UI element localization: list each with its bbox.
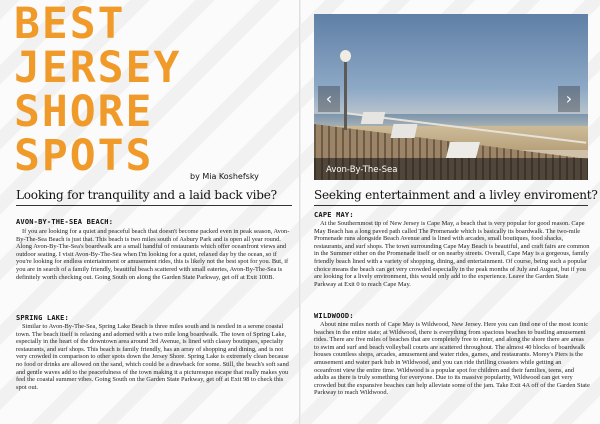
section-heading-spring-lake: SPRING LAKE: <box>16 314 69 322</box>
photo-bench <box>361 112 386 124</box>
section-heading-cape-may: CAPE MAY: <box>314 211 354 219</box>
photo-lamp-post <box>344 60 347 130</box>
chevron-right-icon[interactable]: › <box>558 86 580 112</box>
section-heading-wildwood: WILDWOOD: <box>314 312 354 320</box>
title-line-1: BEST <box>14 0 126 49</box>
section-body-avon: If you are looking for a quiet and peaceful beach that doesn't become packed even in peak season, Avon-By-The-Sea Beach is just that. This beach is two miles south of Asbury Park and is open all year round. Along Avon-By-The-Sea's boardwalk are a small handful of restaurants which offer oceanfront views and outdoor seating. I visit Avon-By-The-Sea when I'm looking for a quiet, relaxed day by the ocean, so if you're looking for endless entertainment or amusement rides, this is likely not the best spot for you. But, if you are in search of a family friendly, beautiful beach scattered with small eateries, Avon-By-The-Sea is definitely worth checking out. Going South on along the Garden State Parkway, get off at Exit 100B. <box>16 228 290 281</box>
section-body-cape-may: At the Southernmost tip of New Jersey is Cape May, a beach that is very popular for good reason. Cape May Beach has a long paved path called The Promenade which is basically its boardwalk. The two-mile Promenade runs alongside Beach Avenue and is lined with arcades, small boutiques, food shacks, restaurants, and surf shops. The town surrounding Cape May Beach is beautiful, and craft fairs are common in the Summer either on the Promenade itself or on nearby streets. Overall, Cape May is a gorgeous, family friendly beach lined with a variety of shopping, dining, and entertainment. Of course, being such a popular choice means the beach can get very crowded especially in the peak months of July and August, but if you are looking for a lively environment, this would only add to the experience. Leave the Garden State Parkway at Exit 0 to reach Cape May. <box>314 220 590 288</box>
title-line-2: JERSEY <box>14 43 182 93</box>
title-line-3: SHORE <box>14 87 154 137</box>
article-title <box>14 0 304 181</box>
photo-lamp-globe <box>340 50 351 62</box>
photo-slideshow[interactable] <box>314 14 588 180</box>
chevron-left-icon[interactable]: ‹ <box>318 86 340 112</box>
photo-bench <box>391 124 418 138</box>
right-deck-heading: Seeking entertainment and a livley enviroment? <box>314 188 588 206</box>
photo-bench <box>446 142 480 158</box>
left-deck-heading: Looking for tranquility and a laid back vibe? <box>16 188 292 206</box>
section-heading-avon: AVON-BY-THE-SEA BEACH: <box>16 218 114 226</box>
section-body-wildwood: About nine miles north of Cape May is Wildwood, New Jersey. Here you can find one of the most iconic beaches in the entire state; at Wildwood, there is everything from spacious beaches to bustling amusement rides. There are five miles of beaches that are completely free to enter, and along the shore there are areas to swim and surf and beach volleyball courts are scattered throughout. The almost 40 blocks of boardwalk houses countless shops, arcades, amusement and water rides, games, and restaurants. Morey's Piers is the amusement and water park hub in Wildwood, and you can ride thrilling coasters while getting an oceanfront view the entire time. Wildwood is a popular spot for children and their families, teens, and adults as there is truly something for everyone. Due to its massive popularity, Wildwood can get very crowded but the expansive beaches can help alleviate some of the jam. Take Exit 4A off of the Garden State Parkway to reach Wildwood. <box>314 321 590 397</box>
byline: by Mia Koshefsky <box>190 172 259 181</box>
title-line-4: SPOTS <box>14 131 154 181</box>
slide-caption: Avon-By-The-Sea <box>326 165 398 175</box>
section-body-spring-lake: Similar to Avon-By-The-Sea, Spring Lake Beach is three miles south and is nestled in a serene coastal town. The beach itself is relaxing and adorned with a two mile long boardwalk. The town of Spring Lake, especially in the heart of the downtown area around 3rd Avenue, is lined with classy boutiques, specialty restaurants, and surf shops. This beach is family friendly, has an array of shopping and dining, and is not very crowded in comparison to other spots down the Jersey Shore. Spring Lake is extremely clean because no food or drinks are allowed on the sand, which could be a drawback for some. Still, the beach's soft sand and gentle waves add to the peacefulness of the town making it a picturesque escape that really makes you feel the coastal summer vibes. Going South on the Garden State Parkway, get off at Exit 98 to check this spot out. <box>16 323 289 391</box>
